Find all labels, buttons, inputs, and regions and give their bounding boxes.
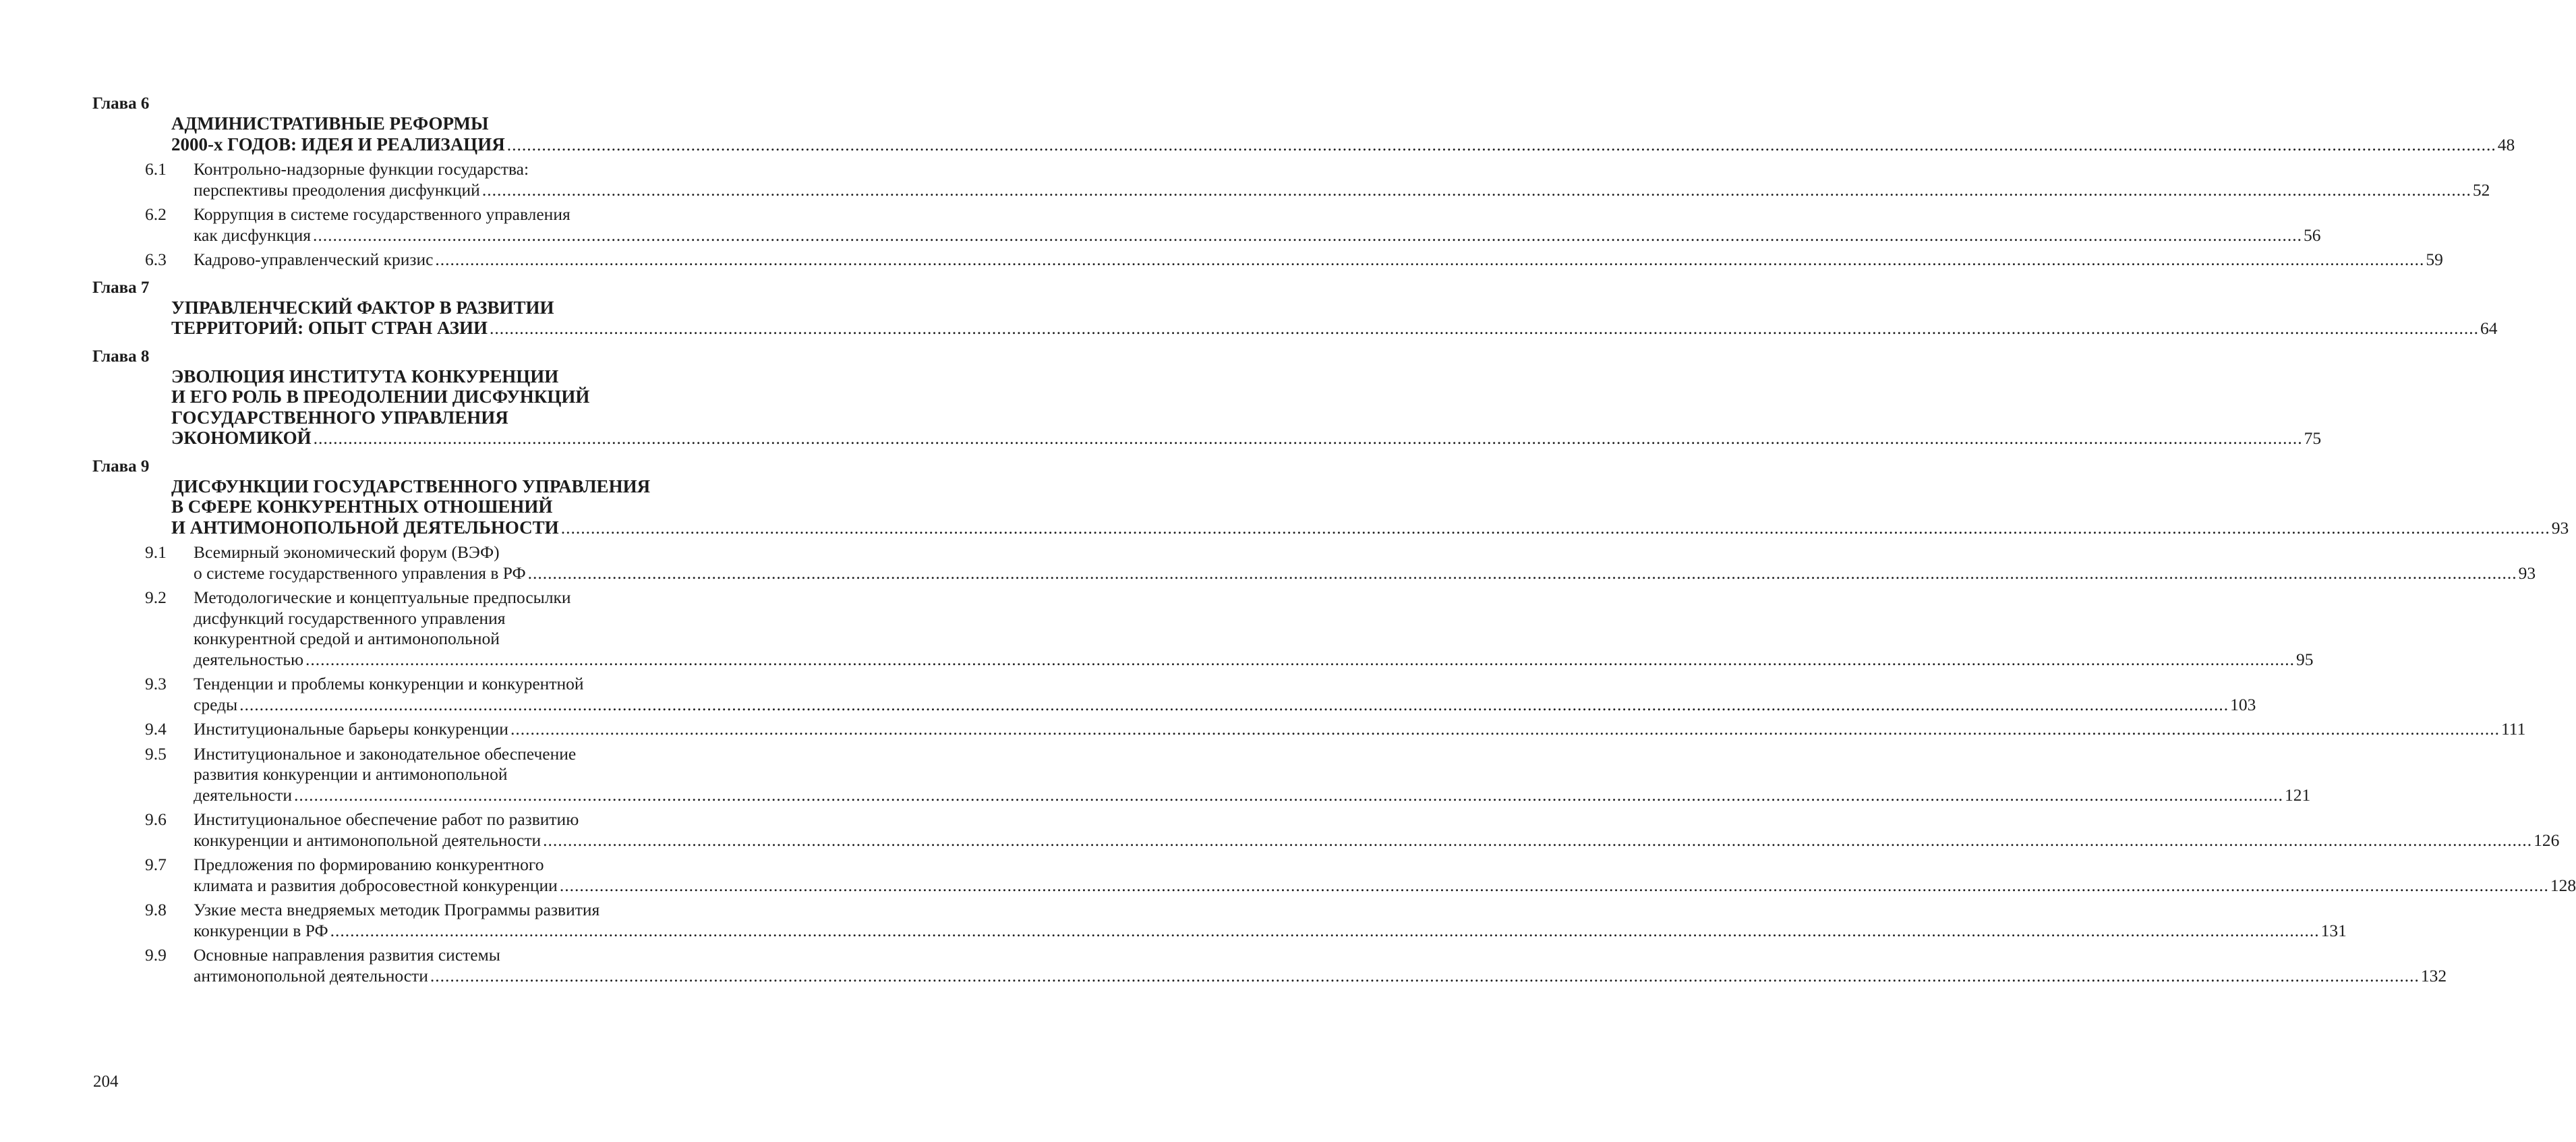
section-number: 9.1 [145,542,167,562]
section-title-line: Институциональное обеспечение работ по развитию [194,809,579,829]
dot-leader: ................................................................................................................................................................................................................................................................................................................................................................................................................ [293,784,2283,805]
dot-leader: ................................................................................................................................................................................................................................................................................................................................................................................................................ [560,517,2550,538]
toc-leader-line [194,921,2347,942]
toc-entry-text: как дисфункция [194,225,312,245]
section-entry [92,674,2256,715]
dot-leader: ................................................................................................................................................................................................................................................................................................................................................................................................................ [305,649,2295,669]
chapter-entry [92,93,2515,270]
dot-leader: ................................................................................................................................................................................................................................................................................................................................................................................................................ [239,694,2229,714]
section-number: 9.9 [145,945,167,965]
page-ref: 103 [2230,694,2256,714]
toc-entry-text: перспективы преодоления дисфункций [194,179,480,200]
section-entry [92,855,2576,896]
chapter-title [171,366,2322,449]
page-ref: 64 [2480,318,2498,338]
page-number: 204 [93,1073,119,1091]
section-entry [92,542,2536,583]
toc-leader-line [194,830,2559,851]
dot-leader: ................................................................................................................................................................................................................................................................................................................................................................................................................ [430,965,2420,986]
toc-leader-line [194,695,2256,716]
chapter-label: Глава 6 [92,94,150,113]
dot-leader: ................................................................................................................................................................................................................................................................................................................................................................................................................ [490,318,2480,338]
page-ref: 93 [2518,563,2536,583]
toc-entry-text: о системе государственного управления в РФ [194,563,526,583]
toc-entry-text: деятельностью [194,649,304,669]
toc-leader-line [194,225,2321,246]
section-title [194,809,2559,851]
page-ref: 75 [2304,428,2322,448]
dot-leader: ................................................................................................................................................................................................................................................................................................................................................................................................................ [510,719,2500,739]
section-number: 9.6 [145,809,167,829]
section-title [194,250,2443,270]
toc-leader-line [171,318,2498,339]
dot-leader: ................................................................................................................................................................................................................................................................................................................................................................................................................ [543,830,2533,850]
toc-entry-text: конкуренции в РФ [194,920,328,940]
toc-leader-line [171,134,2515,156]
toc-leader-line [194,563,2536,584]
section-entry [92,945,2447,986]
chapter-entry [92,277,2498,339]
section-entry [92,250,2443,270]
section-title [194,588,2314,670]
chapter-title-line: ГОСУДАРСТВЕННОГО УПРАВЛЕНИЯ [171,407,508,428]
dot-leader: ................................................................................................................................................................................................................................................................................................................................................................................................................ [527,563,2517,583]
chapter-entry [92,346,2322,449]
chapter-label: Глава 7 [92,278,150,297]
chapter-entry [92,456,2576,987]
table-of-contents [92,93,2576,986]
dot-leader: ................................................................................................................................................................................................................................................................................................................................................................................................................ [481,179,2471,200]
chapter-title-line: УПРАВЛЕНЧЕСКИЙ ФАКТОР В РАЗВИТИИ [171,297,554,318]
page-ref: 52 [2472,179,2490,200]
section-number: 9.3 [145,674,167,693]
chapter-label: Глава 8 [92,347,150,366]
chapter-title-line: АДМИНИСТРАТИВНЫЕ РЕФОРМЫ [171,113,489,134]
section-title-line: Методологические и концептуальные предпосылки [194,588,571,607]
section-title-line: Коррупция в системе государственного управления [194,204,570,224]
section-title [194,204,2321,246]
chapter-title [171,476,2569,539]
section-title-line: Контрольно-надзорные функции государства: [194,159,529,179]
page-ref: 48 [2497,134,2515,154]
toc-entry-text: ТЕРРИТОРИЙ: ОПЫТ СТРАН АЗИИ [171,318,488,338]
chapter-title [171,113,2515,155]
section-title [194,945,2447,986]
toc-entry-text: антимонопольной деятельности [194,965,428,986]
chapter-title-line: И ЕГО РОЛЬ В ПРЕОДОЛЕНИИ ДИСФУНКЦИЙ [171,387,590,407]
toc-entry-text: 2000-х ГОДОВ: ИДЕЯ И РЕАЛИЗАЦИЯ [171,134,505,154]
dot-leader: ................................................................................................................................................................................................................................................................................................................................................................................................................ [506,134,2496,154]
section-number: 9.4 [145,719,167,739]
section-title-line: Предложения по формированию конкурентного [194,855,544,874]
section-title-line: Всемирный экономический форум (ВЭФ) [194,542,500,562]
section-number: 9.5 [145,743,167,764]
toc-leader-line [171,428,2322,449]
toc-entry-text: конкуренции и антимонопольной деятельности [194,830,541,850]
dot-leader: ................................................................................................................................................................................................................................................................................................................................................................................................................ [313,428,2303,448]
dot-leader: ................................................................................................................................................................................................................................................................................................................................................................................................................ [330,920,2320,940]
section-entry [92,900,2347,941]
section-title [194,719,2525,740]
section-entry [92,719,2526,740]
dot-leader: ................................................................................................................................................................................................................................................................................................................................................................................................................ [435,250,2425,269]
toc-leader-line [171,517,2569,539]
chapter-title-line: ЭВОЛЮЦИЯ ИНСТИТУТА КОНКУРЕНЦИИ [171,366,559,387]
section-entry [92,159,2490,200]
page-ref: 128 [2550,875,2576,895]
page-ref: 59 [2426,250,2443,269]
section-title-line: Основные направления развития системы [194,945,500,965]
page-ref: 126 [2534,830,2560,850]
section-title-line: Институциональное и законодательное обеспечение [194,743,577,764]
page-ref: 131 [2320,920,2347,940]
toc-leader-line [194,250,2443,270]
toc-entry-text: И АНТИМОНОПОЛЬНОЙ ДЕЯТЕЛЬНОСТИ [171,517,559,538]
chapter-title [171,297,2498,339]
dot-leader: ................................................................................................................................................................................................................................................................................................................................................................................................................ [313,225,2303,245]
toc-leader-line [194,180,2490,201]
toc-leader-line [194,785,2310,806]
chapter-label: Глава 9 [92,457,150,476]
section-number: 9.8 [145,900,167,919]
section-title-line: развития конкуренции и антимонопольной [194,764,508,784]
section-title [194,542,2536,583]
page-ref: 95 [2296,649,2314,669]
section-title-line: дисфункций государственного управления [194,608,506,628]
section-number: 6.1 [145,159,167,179]
section-title-line: конкурентной средой и антимонопольной [194,629,500,648]
section-number: 6.2 [145,204,167,224]
toc-leader-line [194,966,2447,987]
chapter-title-line: ДИСФУНКЦИИ ГОСУДАРСТВЕННОГО УПРАВЛЕНИЯ [171,476,651,496]
section-number: 6.3 [145,250,167,269]
page-ref: 132 [2420,965,2447,986]
toc-entry-text: среды [194,694,238,714]
chapter-title-line: В СФЕРЕ КОНКУРЕНТНЫХ ОТНОШЕНИЙ [171,496,553,517]
page-ref: 121 [2284,784,2311,805]
section-title [194,900,2347,941]
page-ref: 93 [2551,517,2569,538]
toc-entry-text: Кадрово-управленческий кризис [194,250,434,269]
section-entry [92,743,2311,806]
toc-entry-text: климата и развития добросовестной конкуренции [194,875,558,895]
section-title [194,855,2576,896]
section-title-line: Тенденции и проблемы конкуренции и конкурентной [194,674,584,693]
toc-leader-line [194,719,2525,740]
toc-leader-line [194,650,2314,670]
toc-entry-text: Институциональные барьеры конкуренции [194,719,508,739]
toc-entry-text: ЭКОНОМИКОЙ [171,428,312,448]
toc-leader-line [194,876,2576,896]
page-ref: 56 [2304,225,2321,245]
section-number: 9.7 [145,855,167,874]
section-title-line: Узкие места внедряемых методик Программы развития [194,900,600,919]
section-entry [92,809,2560,851]
section-title [194,744,2310,806]
section-entry [92,204,2321,246]
section-entry [92,588,2314,670]
section-title [194,674,2256,715]
section-number: 9.2 [145,588,167,607]
section-title [194,159,2490,200]
page-ref: 111 [2500,719,2526,739]
toc-entry-text: деятельности [194,784,292,805]
dot-leader: ................................................................................................................................................................................................................................................................................................................................................................................................................ [559,875,2549,895]
